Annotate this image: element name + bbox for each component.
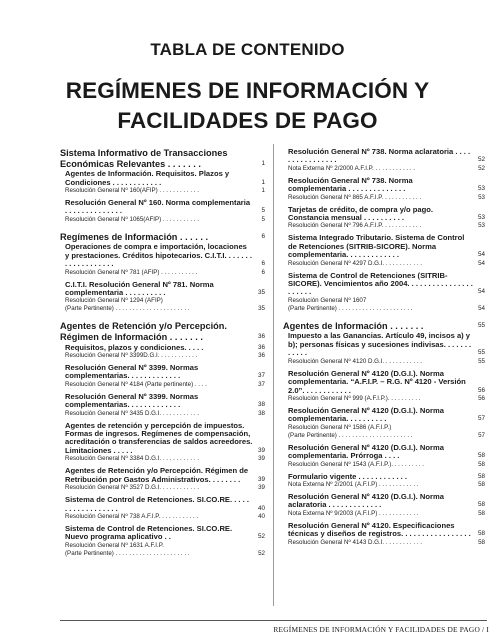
toc-entry [65,281,265,314]
toc-entry-text: Sistema de Control de Retenciones. SI.CO.RE. . . . . . . . . . . . . . . . . . [65,495,249,513]
toc-entry-text: Requisitos, plazos y condiciones. . . . . [65,342,204,352]
toc-entry-title [288,407,485,424]
toc-page-number: 56 [478,394,485,402]
toc-page-number: 58 [477,452,485,460]
toc-page-number: 36 [257,343,265,351]
toc-entry-title [288,177,485,194]
toc-page-number: 5 [261,215,265,223]
toc-section-text: Agentes de Retención y/o Percepción. Régimen de Información . . . . . . . [60,321,227,343]
toc-entry [65,364,265,389]
toc-entry [288,522,485,547]
toc-entry-source [288,432,485,440]
toc-page-number: 1 [261,159,265,167]
toc-section-heading [283,321,485,332]
toc-entry-text: Nota Externa Nº 9/2003 (A.F.I.P) . . . . . . . . . . . . [288,509,419,517]
toc-page-number: 58 [477,530,485,538]
toc-page-number: 52 [478,164,485,172]
toc-entry-title [65,170,265,187]
toc-entry-source [288,481,485,489]
toc-entry [65,243,265,276]
toc-entry-source [65,484,265,492]
toc-entry-text: (Parte Pertinente) . . . . . . . . . . . . . . . . . . . . . . [288,431,413,439]
toc-entry-source [288,510,485,518]
toc-page-number: 55 [478,357,485,365]
toc-entry-source [288,395,485,403]
toc-section-text: Sistema Informativo de Transacciones Económicas Relevantes . . . . . . . [60,148,228,169]
toc-entry-source [65,187,265,195]
toc-page-number: 54 [478,304,485,312]
toc-entry-text: Resolución General Nº 4120 (D.G.I.). Norma complementaria. Prórroga . . . . [288,442,444,461]
toc-entry-title [288,148,485,165]
toc-entry-text: Nota Externa Nº 2/2001 (A.F.I.P) . . . . . . . . . . . . [288,480,419,488]
toc-entry-title [65,467,265,484]
toc-entry-text: Resolución General Nº 738 A.F.I.P. . . . . . . . . . . . [65,512,199,520]
toc-page-number: 37 [257,372,265,380]
toc-page-number: 5 [261,207,265,215]
toc-page-number: 54 [477,251,485,259]
toc-page-number: 39 [258,455,265,463]
toc-entry-text: Agentes de retención y percepción de impuestos. Formas de ingresos. Regímenes de compensación, acreditación o transferencias de saldos acreedores. Limitaciones . . . . . [65,420,253,455]
toc-entry-title [288,493,485,510]
toc-page-number: 57 [478,431,485,439]
toc-page-number: 1 [261,187,265,194]
toc-page-number: 54 [477,288,485,296]
toc-page-number: 6 [261,268,265,276]
toc-entry [65,393,265,418]
toc-entry-text: Operaciones de compra e importación, locaciones y prestaciones. Créditos hipotecarios. C.I.T.I. . . . . . . . . . . . . . . . . . . [65,242,252,269]
toc-entry-text: (Parte Pertinente) . . . . . . . . . . . . . . . . . . . . . . [65,549,190,557]
toc-entry-text: Formulario vigente . . . . . . . . . . . . [288,471,407,481]
toc-entry-text: Resolución General Nº 796 A.F.I.P. . . . . . . . . . . . [288,222,422,230]
toc-entry-title [288,370,485,395]
toc-entry-source [65,305,265,313]
toc-page-number: 58 [478,538,485,546]
toc-entry-text: Resolución General Nº 738. Norma aclaratoria . . . . . . . . . . . . . . . . [288,147,471,165]
toc-entry [288,206,485,231]
toc-entry-text: Resolución General Nº 4143 D.G.I. . . . . . . . . . . . [288,538,422,546]
toc-section-text: Regímenes de Información . . . . . . [60,231,209,242]
toc-entry-text: Resolución General Nº 4184 (Parte pertinente) . . . . [65,380,207,388]
toc-entry-title [65,243,265,268]
document-subtitle: REGÍMENES DE INFORMACIÓN Y FACILIDADES DE PAGO [65,78,430,133]
toc-entry-text: Resolución General Nº 3527 D.G.I. . . . . . . . . . . . [65,484,199,492]
toc-entry-source [65,513,265,521]
toc-entry [65,525,265,558]
toc-entry-title [65,422,265,456]
toc-entry-source [65,269,265,277]
toc-page-number: 55 [477,349,485,357]
toc-entry-text: Resolución General Nº 160. Norma complementaria . . . . . . . . . . . . . . [65,198,251,216]
toc-page-number: 58 [478,480,485,488]
toc-entry-text: (Parte Pertinente) . . . . . . . . . . . . . . . . . . . . . . [288,304,413,312]
toc-page-number: 56 [477,386,485,394]
toc-entry-source [288,461,485,469]
toc-page-number: 53 [477,185,485,193]
toc-page-number: 37 [258,380,265,388]
toc-entry-text: Resolución General Nº 4120 (D.G.I.). Norma complementaria. “A.F.I.P. – R.G. Nº 4120 - Versión 2.0”. . . . . . . . . . . . [288,368,466,395]
toc-entry-source [65,455,265,463]
toc-page-number: 35 [257,289,265,297]
toc-entry [65,422,265,464]
toc-entry [65,170,265,195]
toc-entry-title [288,473,485,481]
toc-entry-text: (Parte Pertinente) . . . . . . . . . . . . . . . . . . . . . . [65,305,190,313]
toc-entry-text: Agentes de Retención y/o Percepción. Régimen de Retribución por Gastos Administrativos. . . . . . . . [65,466,249,484]
toc-section-heading [60,232,265,243]
toc-entry-title [288,234,485,259]
toc-page-number: 36 [257,333,265,341]
toc-entry-text: Resolución General Nº 3399D.G.I. . . . . . . . . . . . [65,352,198,360]
toc-page-number: 39 [258,484,265,492]
toc-section-heading [60,148,265,169]
toc-entry-source [288,222,485,230]
toc-entry-title [65,496,265,513]
toc-entry-text: Resolución General Nº 4120 (D.G.I.). Norma aclaratoria . . . . . . . . . . . . . [288,491,444,510]
toc-entry-text: Resolución General Nº 738. Norma complementaria . . . . . . . . . . . . . . [288,175,413,194]
page-footer: REGÍMENES DE INFORMACIÓN Y FACILIDADES DE PAGO / I [273,625,489,634]
toc-page-number: 52 [477,156,485,164]
toc-page-number: 6 [261,260,265,268]
toc-entry-title [65,525,265,542]
toc-entry [288,473,485,489]
toc-page-number: 39 [257,446,265,454]
toc-entry-text: Resolución General Nº 3435 D.G.I. . . . . . . . . . . . [65,409,199,417]
toc-page-number: 35 [258,305,265,313]
toc-page-number: 58 [477,501,485,509]
toc-entry-text: Resolución General Nº 4120. Especificaciones técnicas y diseños de registros. . . . . . . . . . . . . . . . . [288,520,471,539]
toc-entry-title [288,206,485,223]
toc-entry-text: Resolución General Nº 865 A.F.I.P. . . . . . . . . . . . [288,193,422,201]
toc-section-heading [60,321,265,342]
toc-page-number: 57 [477,415,485,423]
toc-entry-text: Resolución General Nº 1065(AFIP) . . . . . . . . . . . [65,215,199,223]
toc-entry-text: Sistema Integrado Tributario. Sistema de Control de Retenciones (SITRIB-SICORE). Norma complementaria. . . . . . . . . . . . . [288,233,465,260]
toc-left-column [60,148,265,562]
toc-entry-text: Resolución General Nº 781 (AFIP) . . . . . . . . . . . [65,268,198,276]
toc-entry-title [65,393,265,410]
toc-entry-title [288,332,485,357]
toc-page-number: 1 [261,178,265,186]
toc-entry-text: Sistema de Control de Retenciones (SITRIB-SICORE). Vencimientos año 2004. . . . . . . . . . . . . . . . . . . . . . [288,270,473,297]
toc-entry [288,407,485,440]
column-divider [273,144,274,606]
toc-page-number: 53 [477,214,485,222]
toc-entry-title [288,272,485,297]
toc-entry-source [65,542,265,550]
toc-entry [288,234,485,267]
toc-entry-source [65,297,265,305]
toc-page-number: 58 [478,460,485,468]
toc-entry-text: Resolución General Nº 3399. Normas complementarias. . . . . . . . . . . . . [65,363,199,381]
toc-entry [288,493,485,518]
toc-page-number: 58 [477,472,485,480]
toc-entry-source [65,216,265,224]
toc-page-number: 40 [258,512,265,520]
toc-entry-text: Resolución General Nº 4120 D.G.I. . . . . . . . . . . . [288,357,422,365]
toc-entry-source [288,358,485,366]
toc-entry-source [288,165,485,173]
toc-right-column [283,148,485,551]
toc-page-number: 38 [258,409,265,417]
toc-entry-text: Resolución General Nº 999 (A.F.I.P.). . . . . . . . . . [288,394,421,402]
toc-entry [65,467,265,492]
toc-entry-title [288,444,485,461]
toc-entry-title [65,199,265,216]
toc-entry [288,370,485,403]
toc-entry-text: Resolución General Nº 1631 A.F.I.P. [65,541,164,549]
toc-entry-text: Resolución General Nº 1586 (A.F.I.P.) [288,423,392,431]
toc-entry-text: Nota Externa Nº 2/2000 A.F.I.P. . . . . . . . . . . . . [288,164,415,172]
toc-entry-source [288,424,485,432]
toc-page-number: 38 [257,401,265,409]
toc-page-number: 53 [478,222,485,230]
toc-entry-text: Resolución General Nº 4297 D.G.I. . . . . . . . . . . . [288,259,422,267]
toc-entry [65,199,265,224]
toc-entry-title [65,364,265,381]
toc-entry [288,148,485,173]
toc-entry-text: Tarjetas de crédito, de compra y/o pago. Constancia mensual . . . . . . . . . . [288,204,434,223]
toc-page-number: 40 [257,504,265,512]
toc-entry [65,496,265,521]
toc-entry-title [65,344,265,352]
toc-entry-source [288,260,485,268]
toc-entry-text: Resolución General Nº 4120 (D.G.I.). Norma complementaria. . . . . . . . . . [288,405,444,424]
toc-entry-source [288,539,485,547]
toc-entry-source [288,194,485,202]
toc-entry-text: Resolución General Nº 1294 (AFIP) [65,297,163,305]
toc-entry-source [288,297,485,305]
toc-page-number: 36 [258,352,265,360]
toc-entry-text: Resolución General Nº 1543 (A.F.I.P.). . . . . . . . . . [288,460,424,468]
toc-entry-source [65,410,265,418]
toc-page-number: 58 [478,509,485,517]
toc-page-number: 52 [257,533,265,541]
toc-entry-source [65,381,265,389]
toc-page-number: 53 [478,193,485,201]
toc-title: TABLA DE CONTENIDO [150,40,345,59]
toc-entry-text: Agentes de Información. Requisitos. Plazos y Condiciones . . . . . . . . . . . . [65,169,230,187]
toc-entry-source [65,550,265,558]
toc-entry-text: Resolución General Nº 160(AFIP) . . . . . . . . . . . . [65,187,199,194]
toc-entry-text: C.I.T.I. Resolución General Nº 781. Norma complementaria . . . . . . . . . . [65,279,214,298]
toc-entry-source [65,352,265,360]
toc-entry-text: Resolución General Nº 3384 D.G.I. . . . . . . . . . . . [65,455,199,463]
toc-entry [288,444,485,469]
toc-page-number: 55 [477,321,485,329]
toc-entry-text: Impuesto a las Ganancias. Artículo 49, incisos a) y b); personas físicas y sucesiones indivisas. . . . . . . . . . . . [288,331,472,358]
footer-rule [60,620,487,621]
toc-page-number: 52 [258,549,265,557]
toc-entry-title [288,522,485,539]
toc-entry [288,332,485,365]
toc-entry-title [65,281,265,298]
toc-section-text: Agentes de Información . . . . . . . [283,320,424,331]
toc-page-number: 39 [257,475,265,483]
toc-entry [288,272,485,313]
toc-page-number: 54 [478,259,485,267]
toc-entry-text: Sistema de Control de Retenciones. SI.CO.RE. Nuevo programa aplicativo . . [65,523,233,542]
toc-entry [288,177,485,202]
toc-page-number: 6 [261,232,265,240]
toc-entry-text: Resolución General Nº 1607 [288,296,367,304]
toc-entry-text: Resolución General Nº 3399. Normas complementarias. . . . . . . . . . . . . [65,391,199,410]
toc-entry-source [288,305,485,313]
toc-entry [65,344,265,360]
